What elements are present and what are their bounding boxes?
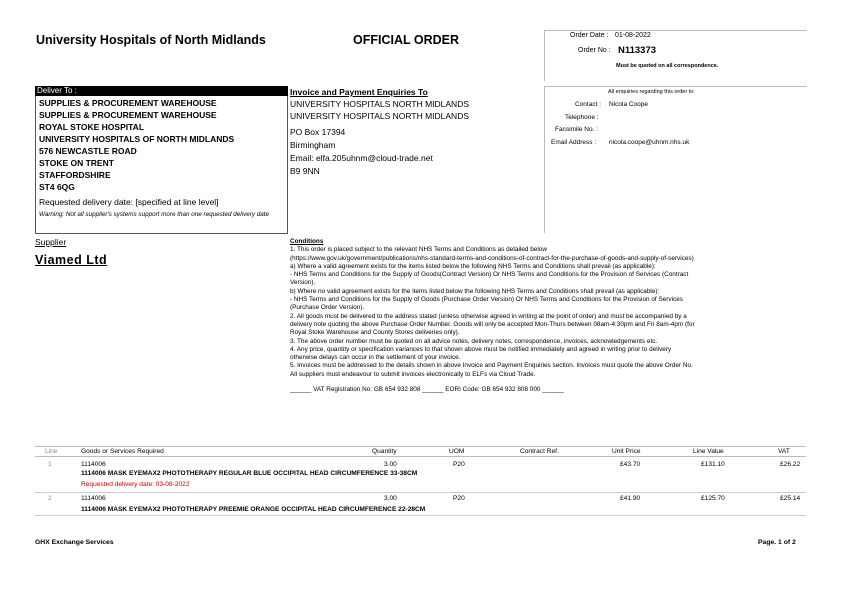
order-no-label: Order No : xyxy=(578,47,611,54)
page-number: Page. 1 of 2 xyxy=(758,539,796,546)
contact-name: Nicola Coope xyxy=(609,101,649,108)
condition-line: Version). xyxy=(290,279,316,287)
deliver-line: ROYAL STOKE HOSPITAL xyxy=(39,122,145,132)
col-line: Line xyxy=(45,448,58,455)
invoice-line: B9 9NN xyxy=(290,166,320,176)
invoice-line: PO Box 17394 xyxy=(290,127,346,137)
condition-line: otherwise delays can occur in the settlement of your invoice. xyxy=(290,354,461,362)
invoice-line: Birmingham xyxy=(290,140,336,150)
deliver-line: ST4 6QG xyxy=(39,182,75,192)
organisation-name: University Hospitals of North Midlands xyxy=(36,33,266,47)
row-code: 1114006 xyxy=(81,495,106,502)
invoice-line: UNIVERSITY HOSPITALS NORTH MIDLANDS xyxy=(290,99,470,109)
deliver-line: SUPPLIES & PROCUREMENT WAREHOUSE xyxy=(39,110,217,120)
invoice-email: Email: elfa.205uhnm@cloud-trade.net xyxy=(290,153,433,163)
row-line: 2 xyxy=(48,495,52,502)
deliver-line: STOKE ON TRENT xyxy=(39,158,114,168)
col-uom: UOM xyxy=(449,448,465,455)
contact-heading: All enquiries regarding this order to: xyxy=(608,89,695,95)
row-unit-price: £43.70 xyxy=(620,461,641,468)
conditions-section xyxy=(290,238,806,394)
invoice-line: UNIVERSITY HOSPITALS NORTH MIDLANDS xyxy=(290,111,470,121)
deliver-line: UNIVERSITY HOSPITALS OF NORTH MIDLANDS xyxy=(39,134,235,144)
supplier-label: Supplier xyxy=(35,237,67,247)
row-divider xyxy=(35,492,806,493)
condition-line: 4. Any price, quantity or specification variances to that shown above must be notified immediately and agreed in writing prior to delivery xyxy=(290,345,672,353)
contact-label: Contact : xyxy=(575,101,602,108)
row-line: 1 xyxy=(48,461,52,468)
condition-line: b) Where no valid agreement exists for the items listed below the following NHS Terms and Conditions shall prevail (as applicable): xyxy=(290,287,660,295)
deliver-line: SUPPLIES & PROCUREMENT WAREHOUSE xyxy=(39,98,217,108)
quote-note: Must be quoted on all correspondence. xyxy=(616,63,719,69)
invoice-heading: Invoice and Payment Enquiries To xyxy=(290,87,428,97)
row-description: 1114006 MASK EYEMAX2 PHOTOTHERAPY PREEMIE ORANGE OCCIPITAL HEAD CIRCUMFERENCE 22-28CM xyxy=(81,506,426,513)
col-contract-ref: Contract Ref. xyxy=(520,448,559,455)
delivery-warning: Warning: Not all supplier's systems support more than one requested delivery date xyxy=(39,211,269,218)
col-unit-price: Unit Price xyxy=(612,448,641,455)
table-header xyxy=(35,446,806,457)
contact-email: nicola.coope@uhnm.nhs.uk xyxy=(609,139,690,146)
order-date: 01-08-2022 xyxy=(615,32,651,39)
condition-line: All suppliers must endeavour to submit invoices electronically to ELFs via Cloud Trade. xyxy=(290,370,536,378)
row-requested-date: Requested delivery date: 03-08-2022 xyxy=(81,481,190,488)
col-line-value: Line Value xyxy=(693,448,724,455)
condition-line: - NHS Terms and Conditions for the Supply of Goods(Contract Version) Or NHS Terms and Conditions for the Provision of Services (Contract xyxy=(290,271,689,279)
row-description: 1114006 MASK EYEMAX2 PHOTOTHERAPY REGULAR BLUE OCCIPITAL HEAD CIRCUMFERENCE 33-38CM xyxy=(81,470,418,477)
row-code: 1114006 xyxy=(81,461,106,468)
row-line-value: £131.10 xyxy=(701,461,725,468)
contact-box xyxy=(544,86,807,233)
deliver-line: 576 NEWCASTLE ROAD xyxy=(39,146,137,156)
row-line-value: £125.70 xyxy=(701,495,725,502)
condition-line: 1. This order is placed subject to the relevant NHS Terms and Conditions as detailed below xyxy=(290,246,547,254)
row-uom: P20 xyxy=(453,495,465,502)
condition-line: 2. All goods must be delivered to the address stated (unless otherwise agreed in writing at the point of order) and must be accompanied by a xyxy=(290,312,687,320)
document-title: OFFICIAL ORDER xyxy=(353,33,460,47)
order-date-label: Order Date : xyxy=(570,32,609,39)
row-uom: P20 xyxy=(453,461,465,468)
col-vat: VAT xyxy=(778,448,790,455)
footer-left: GHX Exchange Services xyxy=(35,539,114,546)
supplier-name: Viamed Ltd xyxy=(35,253,108,267)
col-quantity: Quantity xyxy=(372,448,397,455)
requested-delivery-date: Requested delivery date: [specified at line level] xyxy=(39,197,219,207)
condition-line: Royal Stoke Warehouse and County Stores deliveries only). xyxy=(290,329,460,337)
condition-line: 3. The above order number must be quoted on all advice notes, delivery notes, correspondence, invoices, acknowledgements etc. xyxy=(290,337,658,345)
row-vat: £25.14 xyxy=(780,495,801,502)
fax-label: Facsimile No. : xyxy=(555,126,598,133)
row-vat: £26.22 xyxy=(780,461,801,468)
row-qty: 3.00 xyxy=(384,461,397,468)
conditions-heading: Conditions xyxy=(290,238,324,245)
condition-line: 5. Invoices must be addressed to the details shown in above Invoice and Payment Enquiries section. Invoices must quote the above Order No. xyxy=(290,362,693,370)
condition-line: - NHS Terms and Conditions for the Supply of Goods (Purchase Order Version) Or NHS Terms and Conditions for the Provision of Services xyxy=(290,296,683,304)
telephone-label: Telephone : xyxy=(565,114,599,121)
condition-line: a) Where a valid agreement exists for the items listed below the following NHS Terms and Conditions shall prevail (as applicable): xyxy=(290,262,656,270)
condition-line: (https://www.gov.uk/government/publications/nhs-standard-terms-and-conditions-of-contract-for-the-purchase-of-goods-and-supply-of-services) xyxy=(290,254,694,262)
row-unit-price: £41.90 xyxy=(620,495,641,502)
order-number: N113373 xyxy=(618,45,657,56)
email-label: Email Address : xyxy=(551,139,597,146)
vat-registration: ______ VAT Registration No: GB 654 932 808 ______ EORI Code: GB 654 932 808 000 ______ xyxy=(290,386,564,394)
condition-line: delivery note quoting the above Purchase Order Number. Goods will only be accepted Mon-Thurs between 08am-4:30pm and Fri 8am-4pm (for xyxy=(290,320,695,328)
row-qty: 3.00 xyxy=(384,495,397,502)
condition-line: (Purchase Order Version). xyxy=(290,304,365,312)
deliver-to-heading: Deliver To : xyxy=(35,86,288,96)
row-divider xyxy=(35,515,806,516)
col-goods: Goods or Services Required xyxy=(81,448,164,455)
deliver-line: STAFFORDSHIRE xyxy=(39,170,111,180)
